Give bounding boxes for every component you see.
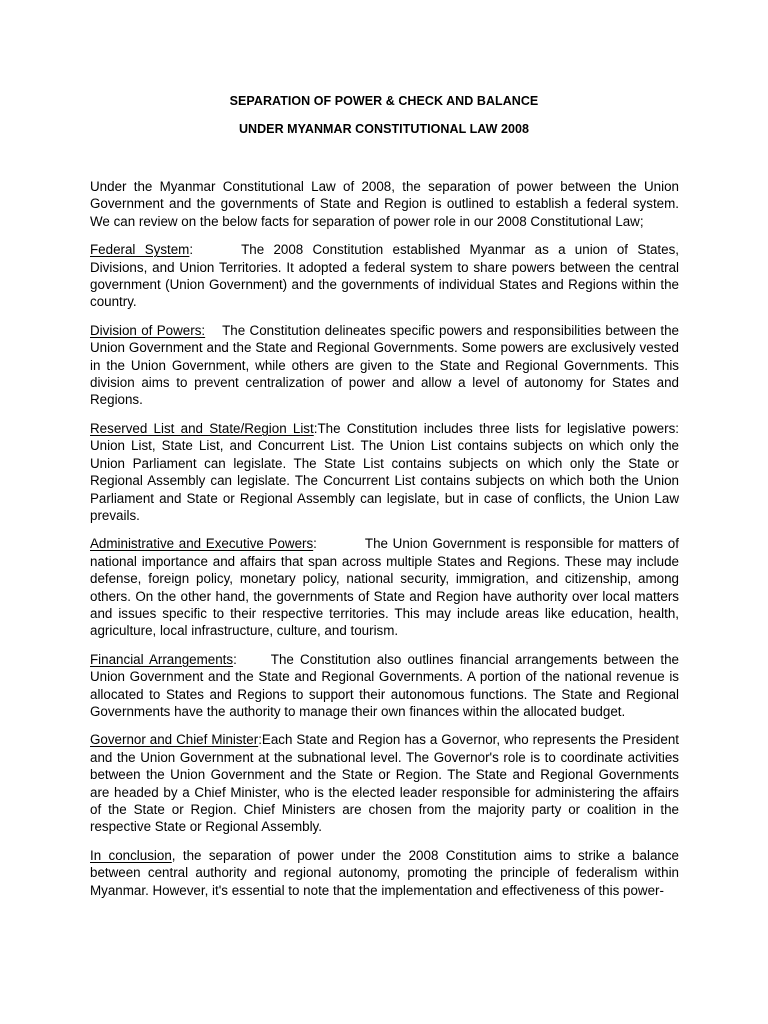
section-reserved-list [90,420,679,524]
section-body: The Constitution also outlines financial arrangements between the Union Government and the State and Regional Governments. A portion of the national revenue is allocated to States and Regions to support their autonomous functions. The State and Regional Governments have the authority to manage their own finances within the allocated budget. [90,651,679,719]
section-division-of-powers [90,322,679,409]
section-term: Financial Arrangements [90,651,234,667]
conclusion-paragraph [90,847,679,899]
section-body: Each State and Region has a Governor, who represents the President and the Union Government at the subnational level. The Governor's role is to coordinate activities between the Union Government and the State or Region. The State and Regional Governments are headed by a Chief Minister, who is the elected leader responsible for administering the affairs of the State or Region. Chief Ministers are chosen from the majority party or coalition in the respective State or Regional Assembly. [90,732,679,835]
document-body [90,178,679,910]
section-term: Division of Powers: [90,322,206,338]
section-federal-system [90,241,679,311]
section-body: The Constitution delineates specific powers and responsibilities between the Union Government and the State and Regional Governments. Some powers are exclusively vested in the Union Government, while others are given to the State and Regional Governments. This division aims to prevent centralization of power and allow a level of autonomy for States and Regions. [90,322,679,408]
section-governor-chief-minister [90,731,679,835]
section-term-separator: : [258,732,262,748]
section-term: Reserved List and State/Region List [90,420,314,436]
conclusion-body: , the separation of power under the 2008 Constitution aims to strike a balance between central authority and regional autonomy, promoting the principle of federalism within Myanmar. However, it's essential to note that the implementation and effectiveness of this power- [90,847,679,898]
section-body: The Constitution includes three lists for legislative powers: Union List, State List, and Concurrent List. The Union List contains subjects on which only the Union Parliament can legislate. The State List contains subjects on which only the State or Regional Assembly can legislate. The Concurrent List contains subjects on which both the Union Parliament and State or Regional Assembly can legislate, but in case of conflicts, the Union Law prevails. [90,420,679,523]
section-term-separator: : [313,420,318,436]
conclusion-term: In conclusion [90,847,172,863]
document-title: SEPARATION OF POWER & CHECK AND BALANCE [229,94,539,108]
section-term: Administrative and Executive Powers [90,536,314,552]
section-financial-arrangements [90,651,679,721]
section-body: The Union Government is responsible for matters of national importance and affairs that span across multiple States and Regions. These may include defense, foreign policy, monetary policy, national security, immigration, and citizenship, among others. On the other hand, the governments of State and Region have authority over local matters and issues specific to their respective territories. This may include areas like education, health, agriculture, local infrastructure, culture, and tourism. [90,536,679,639]
section-administrative-powers [90,535,679,639]
intro-paragraph: Under the Myanmar Constitutional Law of 2008, the separation of power between the Union Government and the governments of State and Region is outlined to establish a federal system. We can review on the below facts for separation of power role in our 2008 Constitutional Law; [90,179,679,229]
section-term-separator: : [233,651,237,667]
document-subtitle: UNDER MYANMAR CONSTITUTIONAL LAW 2008 [238,122,530,136]
section-term-separator: : [189,242,194,258]
section-body: The 2008 Constitution established Myanmar as a union of States, Divisions, and Union Territories. It adopted a federal system to share powers between the central government (Union Government) and the governments of individual States and Regions within the country. [90,242,679,310]
section-term-separator: : [313,536,317,552]
section-term: Governor and Chief Minister [90,732,259,748]
section-term: Federal System [90,242,190,258]
